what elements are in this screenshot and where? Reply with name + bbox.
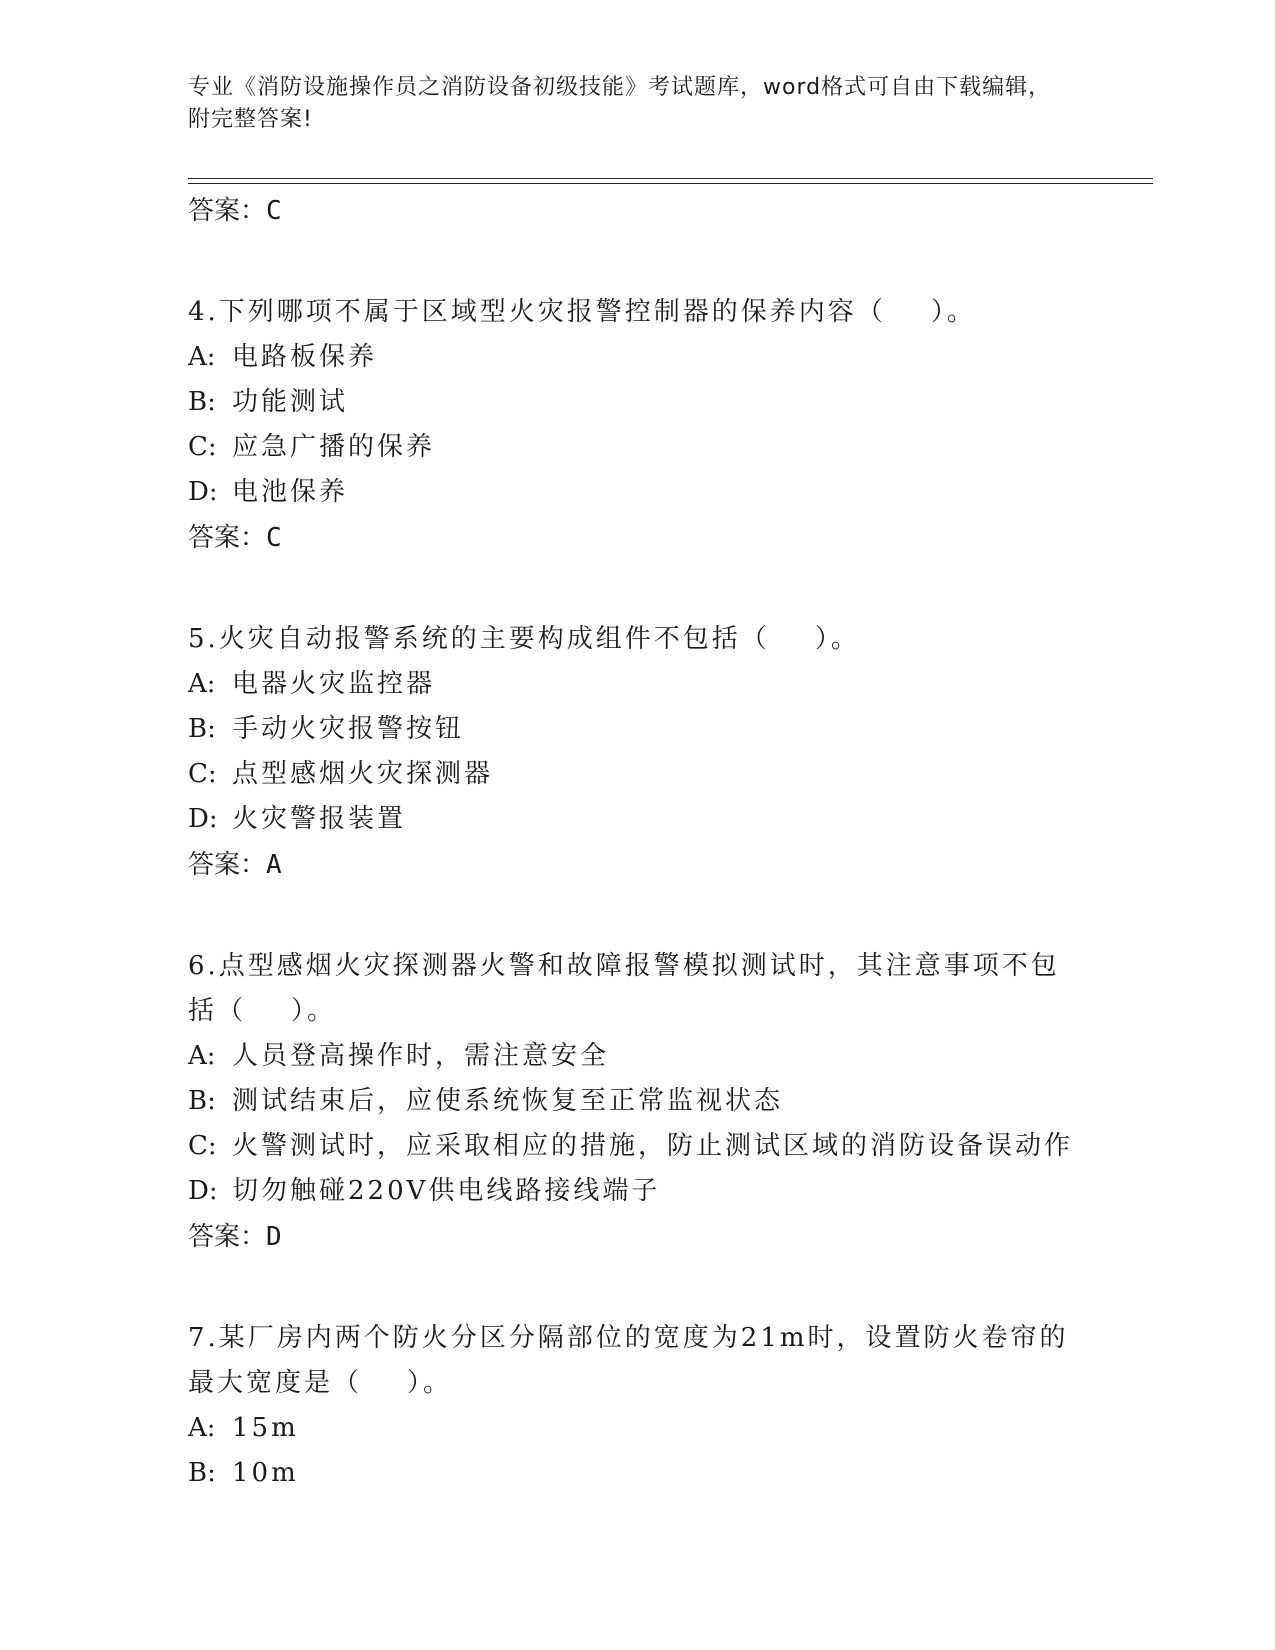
question-answer xyxy=(188,1216,1088,1258)
option-text: 火警测试时，应采取相应的措施，防止测试区域的消防设备误动作 xyxy=(232,1131,1074,1161)
option-d xyxy=(188,1169,1088,1214)
answer-label: 答案： xyxy=(188,523,267,553)
option-c xyxy=(188,425,1088,470)
option-letter: B: xyxy=(188,1458,216,1488)
question-5 xyxy=(188,617,1088,886)
option-text: 点型感烟火灾探测器 xyxy=(232,759,494,789)
answer-label: 答案： xyxy=(188,850,267,880)
option-letter: B: xyxy=(188,714,216,744)
answer-label: 答案： xyxy=(188,196,267,226)
question-stem: 7.某厂房内两个防火分区分隔部位的宽度为21m时，设置防火卷帘的最大宽度是（ ）。 xyxy=(188,1323,1069,1398)
option-letter: B: xyxy=(188,387,216,417)
header-rule-top xyxy=(188,178,1153,179)
previous-answer xyxy=(188,190,1088,232)
option-b xyxy=(188,1079,1088,1124)
option-letter: C: xyxy=(188,759,217,789)
option-text: 人员登高操作时，需注意安全 xyxy=(232,1041,610,1071)
question-stem: 4.下列哪项不属于区域型火灾报警控制器的保养内容（ ）。 xyxy=(188,297,976,327)
option-text: 手动火灾报警按钮 xyxy=(232,714,465,744)
header-rule-bottom xyxy=(188,183,1153,184)
question-answer xyxy=(188,844,1088,886)
option-d xyxy=(188,470,1088,515)
answer-value: D xyxy=(266,1222,282,1252)
question-7 xyxy=(188,1316,1088,1496)
option-a xyxy=(188,662,1088,707)
option-text: 电路板保养 xyxy=(232,342,378,372)
option-b xyxy=(188,380,1088,425)
answer-value: C xyxy=(266,523,282,553)
option-letter: A: xyxy=(188,669,216,699)
option-text: 火灾警报装置 xyxy=(232,804,407,834)
option-text: 应急广播的保养 xyxy=(232,432,436,462)
option-text: 15m xyxy=(232,1413,299,1443)
answer-value: A xyxy=(266,850,282,880)
option-text: 电池保养 xyxy=(232,477,349,507)
option-letter: B: xyxy=(188,1086,216,1116)
question-answer xyxy=(188,517,1088,559)
question-4 xyxy=(188,290,1088,559)
option-text: 10m xyxy=(232,1458,299,1488)
option-d xyxy=(188,797,1088,842)
option-letter: D: xyxy=(188,477,218,507)
option-b xyxy=(188,1451,1088,1496)
option-letter: C: xyxy=(188,1131,217,1161)
option-letter: C: xyxy=(188,432,217,462)
option-a xyxy=(188,1406,1088,1451)
option-letter: D: xyxy=(188,1176,218,1206)
question-stem: 5.火灾自动报警系统的主要构成组件不包括（ ）。 xyxy=(188,624,860,654)
document-header: 专业《消防设施操作员之消防设备初级技能》考试题库，word格式可自由下载编辑，附完整答案! xyxy=(188,75,1052,132)
option-b xyxy=(188,707,1088,752)
option-a xyxy=(188,335,1088,380)
option-letter: A: xyxy=(188,342,216,372)
option-text: 切勿触碰220V供电线路接线端子 xyxy=(232,1176,661,1206)
document-body xyxy=(188,190,1088,1496)
option-c xyxy=(188,752,1088,797)
question-stem: 6.点型感烟火灾探测器火警和故障报警模拟测试时，其注意事项不包括（ ）。 xyxy=(188,951,1060,1026)
option-text: 测试结束后，应使系统恢复至正常监视状态 xyxy=(232,1086,784,1116)
option-text: 电器火灾监控器 xyxy=(232,669,436,699)
answer-value: C xyxy=(266,196,282,226)
option-text: 功能测试 xyxy=(232,387,349,417)
answer-label: 答案： xyxy=(188,1222,267,1252)
option-letter: A: xyxy=(188,1041,216,1071)
option-c xyxy=(188,1124,1088,1169)
option-letter: A: xyxy=(188,1413,216,1443)
option-letter: D: xyxy=(188,804,218,834)
option-a xyxy=(188,1034,1088,1079)
question-6 xyxy=(188,944,1088,1258)
